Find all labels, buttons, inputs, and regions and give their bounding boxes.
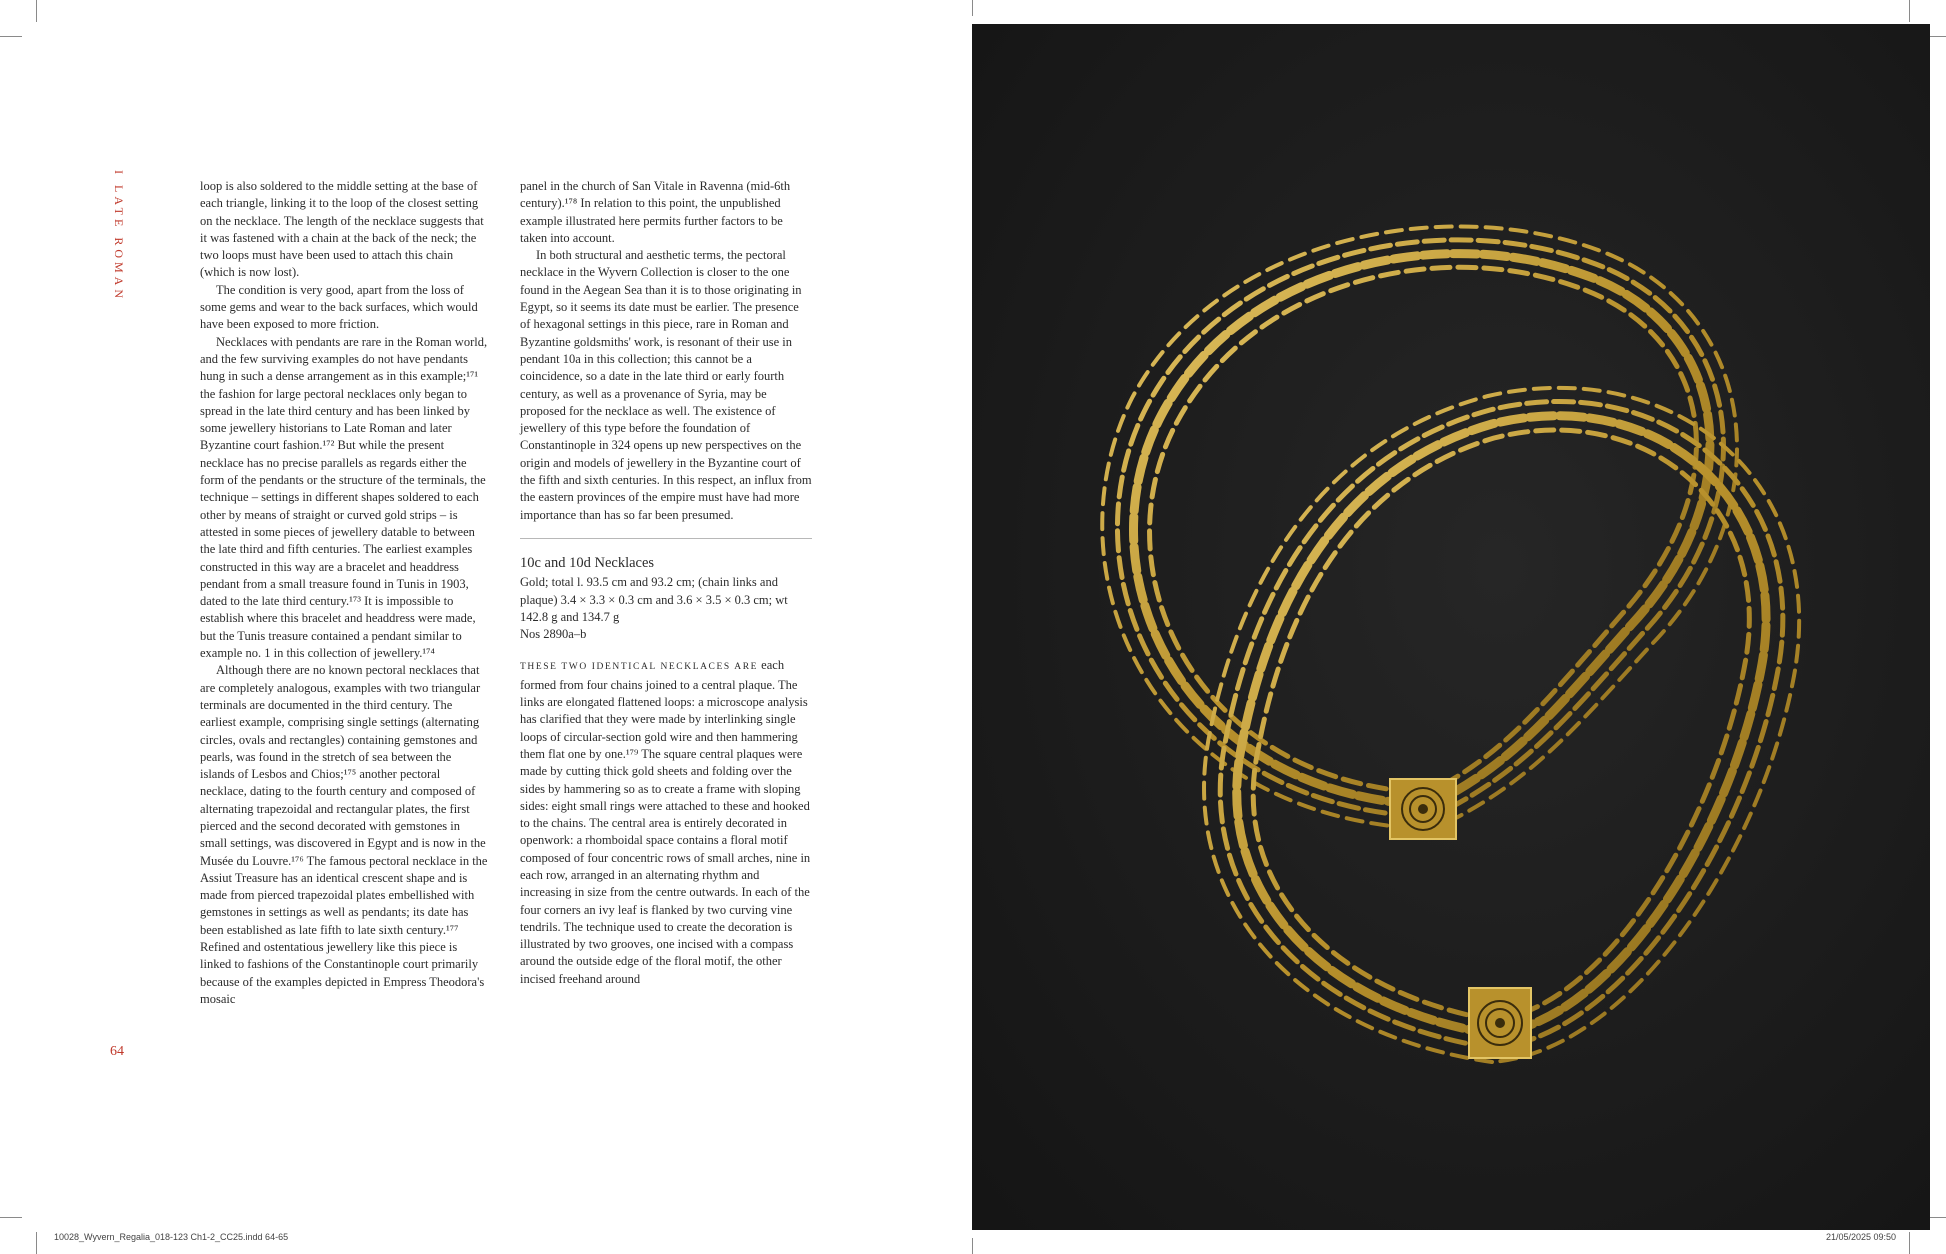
paragraph: Necklaces with pendants are rare in the Roman world, and the few surviving examples do not have pendants hung in such a dense arrangement as in this example;¹⁷¹ the fashion for large pectoral necklaces only began to spread in the late third century and has been linked by some jewellery historians to Late Roman and later Byzantine court fashion.¹⁷² But while the present necklace has no precise parallels as regards either the form of the pendants or the structure of the terminals, the technique – settings in different shapes soldered to each other by means of straight or curved gold strips – is attested in some pieces of jewellery datable to between the late third and fifth centuries. The earliest examples constructed in this way are a bracelet and headdress pendant from a small treasure found in Tunis in 1903, dated to the late third century.¹⁷³ It is impossible to establish where this bracelet and headdress were made, but the Tunis treasure contained a pendant similar to example no. 1 in this collection of jewellery.¹⁷⁴: [200, 334, 488, 661]
crop-mark: [0, 1217, 22, 1218]
lead-in-small-caps: THESE TWO IDENTICAL NECKLACES ARE: [520, 662, 759, 673]
text-column-2: [520, 178, 812, 988]
crop-mark: [36, 0, 37, 22]
crop-mark: [36, 1232, 37, 1254]
catalogue-entry-body: each formed from four chains joined to a central plaque. The links are elongated flattened loops: a microscope analysis has clarified that they were made by interlinking single loops of circular-section gold wire and then hammering them flat one by one.¹⁷⁹ The square central plaques were made by cutting thick gold sheets and folding over the sides by hammering so as to create a frame with sloping sides: eight small rings were attached to these and hooked to the chains. The central area is entirely decorated in openwork: a rhomboidal space contains a floral motif composed of four concentric rows of small arches, nine in each row, arranged in an alternating rhythm and increasing in size from the centre outwards. In each of the four corners an ivy leaf is flanked by two curving vine tendrils. The technique used to create the decoration is illustrated by two grooves, one incised with a compass around the outside edge of the floral motif, the other incised freehand around: [520, 658, 811, 986]
running-head-text: I LATE ROMAN: [112, 170, 126, 302]
page-number: 64: [110, 1044, 124, 1059]
crop-mark: [1909, 1232, 1910, 1254]
gold-chain-necklaces-illustration: [972, 24, 1930, 1230]
paragraph: panel in the church of San Vitale in Ravenna (mid-6th century).¹⁷⁸ In relation to this point, the unpublished example illustrated here permits further factors to be taken into account.: [520, 179, 791, 245]
paragraph: Although there are no known pectoral necklaces that are completely analogous, examples with two triangular terminals are documented in the third century. The earliest example, comprising single settings (alternating circles, ovals and rectangles) containing gemstones and pearls, was found in the stretch of sea between the islands of Lesbos and Chios;¹⁷⁵ another pectoral necklace, dating to the fourth century and composed of alternating trapezoidal and rectangular plates, the first pierced and the second decorated with gemstones in small settings, was discovered in Egypt and is now in the Musée du Louvre.¹⁷⁶ The famous pectoral necklace in the Assiut Treasure has an identical crescent shape and is made from pierced trapezoidal plates embellished with gemstones in settings as well as pendants; its date has been established as late fifth to late sixth century.¹⁷⁷ Refined and ostentatious jewellery like this piece is linked to fashions of the Constantinople court primarily because of the examples depicted in Empress Theodora's mosaic: [200, 663, 488, 1006]
square-openwork-plaque: [1390, 779, 1456, 839]
crop-mark: [972, 0, 973, 16]
footer-timestamp: 21/05/2025 09:50: [1826, 1232, 1897, 1242]
section-divider: [520, 538, 812, 539]
paragraph: In both structural and aesthetic terms, the pectoral necklace in the Wyvern Collection is closer to the one found in the Aegean Sea than it is to those originating in Egypt, so it seems its date must be earlier. The presence of hexagonal settings in this piece, rare in Roman and Byzantine goldsmiths' work, is resonant of their use in pendant 10a in this collection; this cannot be a coincidence, so a date in the late third or early fourth century, as well as a provenance of Syria, may be proposed for the necklace as well. The existence of jewellery of this type before the foundation of Constantinople in 324 opens up new perspectives on the origin and models of jewellery in the Byzantine court of the fifth and sixth centuries. In this respect, an influx from the eastern provinces of the empire must have had more importance than has so far been presumed.: [520, 248, 812, 522]
crop-mark: [972, 1238, 973, 1254]
footer-file-slug: 10028_Wyvern_Regalia_018-123 Ch1-2_CC25.indd 64-65: [54, 1232, 289, 1242]
paragraph: loop is also soldered to the middle setting at the base of each triangle, linking it to the loop of the closest setting on the necklace. The length of the necklace suggests that it was fastened with a chain at the back of the neck; the two loops must have been used to attach this chain (which is now lost).: [200, 179, 484, 280]
running-head: [104, 170, 134, 300]
paragraph: The condition is very good, apart from the loss of some gems and wear to the back surfaces, which would have been exposed to more friction.: [200, 282, 478, 332]
text-column-1: [200, 178, 488, 1008]
catalogue-entry-number: Nos 2890a–b: [520, 627, 587, 642]
catalogue-entry-specs: Gold; total l. 93.5 cm and 93.2 cm; (chain links and plaque) 3.4 × 3.3 × 0.3 cm and 3.6 × 3.5 × 0.3 cm; wt 142.8 g and 134.7 g: [520, 575, 788, 624]
catalogue-entry-title: 10c and 10d Necklaces: [520, 554, 655, 571]
necklaces-photograph: [972, 24, 1930, 1230]
crop-mark: [1909, 0, 1910, 22]
crop-mark: [0, 36, 22, 37]
square-openwork-plaque: [1469, 988, 1531, 1058]
catalogue-entry-text: [520, 657, 812, 988]
